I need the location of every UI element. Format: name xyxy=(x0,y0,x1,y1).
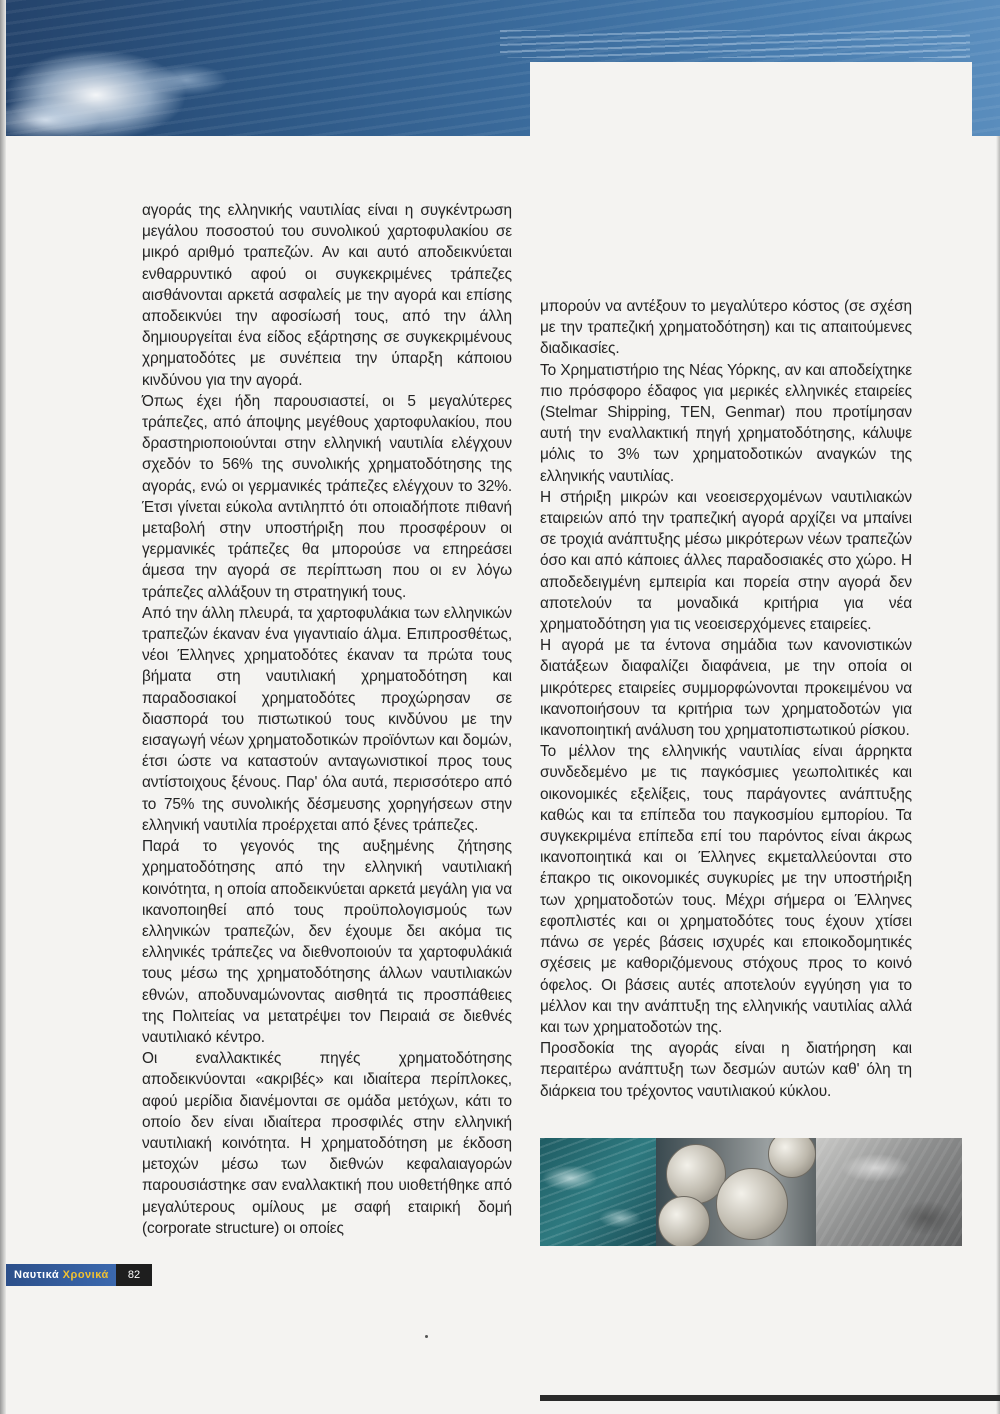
footer-photo-strip xyxy=(540,1138,962,1246)
rock-photo xyxy=(816,1138,962,1246)
header-cutout xyxy=(530,62,972,162)
water-photo xyxy=(540,1138,656,1246)
scan-speck xyxy=(425,1335,428,1338)
article-right-column xyxy=(540,296,912,1102)
coin xyxy=(716,1168,788,1240)
magazine-name xyxy=(14,1269,109,1281)
paragraph: Το μέλλον της ελληνικής ναυτιλίας είναι άρρηκτα συνδεδεμένο με τις παγκόσμιες γεωπολιτικές και οικονομικές εξελίξεις, τους παράγοντες ανάπτυξης καθώς και τα επίπεδα του παγκοσμίου εμπορίου. Τα συγκεκριμένα επίπεδα επί του παρόντος είναι άκρως ικανοποιητικά και οι Έλληνες εκμεταλλεύονται στο έπακρο τις οικονομικές συγκυρίες με την υποστήριξη των χρηματοδοτών τους. Μέχρι σήμερα οι Έλληνες εφοπλιστές και οι χρηματοδότες τους έχουν χτίσει πάνω σε γερές βάσεις ισχυρές και εποικοδομητικές σχέσεις με καθοριζόμενους στόχους προς το κοινό όφελος. Οι βάσεις αυτές αποτελούν εγγύηση για το μέλλον και την ανάπτυξη της ελληνικής ναυτιλίας αλλά και των χρηματοδοτών της. xyxy=(540,743,912,1036)
paragraph: αγοράς της ελληνικής ναυτιλίας είναι η συγκέντρωση μεγάλου ποσοστού του συνολικού χαρτοφυλακίου σε μικρό αριθμό τραπεζών. Αν και αυτό αποδεικνύεται ενθαρρυντικό αφού οι συγκεκριμένες τράπεζες αισθάνονται αρκετά ασφαλείς με την αγορά και επίσης αποδεικνύει την αφοσίωσή τους, από την άλλη δημιουργείται ένα είδος εξάρτησης σε συγκεκριμένους χρηματοδότες με συνέπεια την ύπαρξη κάποιου κινδύνου για την αγορά. xyxy=(142,202,512,389)
bottom-rule xyxy=(540,1395,1000,1401)
magazine-name-bar xyxy=(6,1264,116,1286)
page-binding-edge xyxy=(0,0,6,1414)
paragraph: Το Χρηματιστήριο της Νέας Υόρκης, αν και αποδείχτηκε πιο πρόσφορο έδαφος για μερικές ελληνικές εταιρείες (Stelmar Shipping, TEN, Genmar) που προτίμησαν αυτή την εναλλακτική πηγή χρηματοδότησης, κάλυψε μόλις το 3% των χρηματοδοτικών αναγκών της ελληνικής ναυτιλίας. xyxy=(540,361,912,485)
header-wave-streaks xyxy=(500,30,970,58)
magazine-name-part2: Χρονικά xyxy=(62,1269,109,1281)
page-number: 82 xyxy=(116,1264,152,1286)
paragraph: Παρά το γεγονός της αυξημένης ζήτησης χρηματοδότησης από την ελληνική ναυτιλιακή κοινότητα, η οποία αποδεικνύεται αρκετά μεγάλη για να ικανοποιηθεί από τους προϋπολογισμούς των ελληνικών τραπεζών, δεν έχουμε δει ακόμα τις ελληνικές τράπεζες να διεθνοποιούν τα χαρτοφυλάκιά τους μέσω της χρηματοδότησης άλλων ναυτιλιακών εθνών, αποδυναμώνοντας αισθητά τις προσπάθειες της Πολιτείας να μετατρέψει τον Πειραιά σε διεθνές ναυτιλιακό κέντρο. xyxy=(142,838,512,1046)
paragraph: Από την άλλη πλευρά, τα χαρτοφυλάκια των ελληνικών τραπεζών έκαναν ένα γιγαντιαίο άλμα. Επιπροσθέτως, νέοι Έλληνες χρηματοδότες έκαναν τα πρώτα τους βήματα στη ναυτιλιακή χρηματοδότηση και παραδοσιακοί χρηματοδότες προχώρησαν σε διασπορά του πιστωτικού τους κινδύνου με την εισαγωγή νέων χρηματοδοτικών προϊόντων και δομών, έτσι ώστε να καταστούν ανταγωνιστικοί προς τους αντίστοιχους ξένους. Παρ' όλα αυτά, περισσότερο από το 75% της συνολικής δέσμευσης χορηγήσεων στην ελληνική ναυτιλία προέρχεται από ξένες τράπεζες. xyxy=(142,604,512,834)
coin xyxy=(658,1196,710,1246)
article-left-column xyxy=(142,200,512,1239)
paragraph: Η στήριξη μικρών και νεοεισερχομένων ναυτιλιακών εταιρειών από την τραπεζική αγορά αρχίζει να μπαίνει σε τροχιά ανάπτυξης μέσω μικρότερων νέων τραπεζών όσο και από κάποιες άλλες παραδοσιακές στο χώρο. Η αποδεδειγμένη εμπειρία και πορεία στην αγορά δεν αποτελούν τα μοναδικά κριτήρια για νέα χρηματοδότηση για τις νεοεισερχόμενες εταιρείες. xyxy=(540,488,912,634)
paragraph: Οι εναλλακτικές πηγές χρηματοδότησης αποδεικνύονται «ακριβές» και ιδιαίτερα περίπλοκες, αφού μερίδια διανέμονται σε ομάδα μετόχων, κάτι το οποίο δεν είναι ιδιαίτερα προσφιλές στην ελληνική ναυτιλιακή κοινότητα. Η χρηματοδότηση με έκδοση μετοχών μέσω των διεθνών κεφαλαιαγορών παρουσιάστηκε σαν εναλλακτική που υιοθετήθηκε από μεγαλύτερους ομίλους με σαφή εταιρική δομή (corporate structure) οι οποίες xyxy=(142,1050,512,1237)
paragraph: Η αγορά με τα έντονα σημάδια των κανονιστικών διατάξεων διαφαλίζει διαφάνεια, με την οποία οι μικρότερες εταιρείες συμμορφώνονται προκειμένου να ικανοποιήσουν τα κριτήρια των χρηματοδοτών για ικανοποιητική ανάλυση του χρηματοπιστωτικού ρίσκου. xyxy=(540,637,912,740)
coins-photo xyxy=(656,1138,816,1246)
paragraph: Όπως έχει ήδη παρουσιαστεί, οι 5 μεγαλύτερες τράπεζες, από άποψης μεγέθους χαρτοφυλακίου, που δραστηριοποιούνται στην ελληνική ναυτιλία ελέγχουν σχεδόν το 56% της συνολικής χρηματοδότησης της αγοράς, ενώ οι γερμανικές τράπεζες ελέγχουν το 32%. Έτσι γίνεται εύκολα αντιληπτό ότι οποιαδήποτε πιθανή μεταβολή στην υποστήριξη που προσφέρουν οι γερμανικές τράπεζες θα μπορούσε να επηρεάσει άμεσα την αγορά σε περίπτωση που οι εν λόγω τράπεζες αλλάξουν τη στρατηγική τους. xyxy=(142,392,512,601)
paragraph: Προσδοκία της αγοράς είναι η διατήρηση και περαιτέρω ανάπτυξη των δεσμών αυτών καθ' όλη τη διάρκεια του τρέχοντος ναυτιλιακού κύκλου. xyxy=(540,1040,912,1100)
magazine-name-part1: Ναυτικά xyxy=(14,1269,63,1281)
page-right-edge xyxy=(996,0,1000,1414)
paragraph: μπορούν να αντέξουν το μεγαλύτερο κόστος (σε σχέση με την τραπεζική χρηματοδότηση) και τις απαιτούμενες διαδικασίες. xyxy=(540,298,912,358)
coin xyxy=(768,1138,816,1178)
